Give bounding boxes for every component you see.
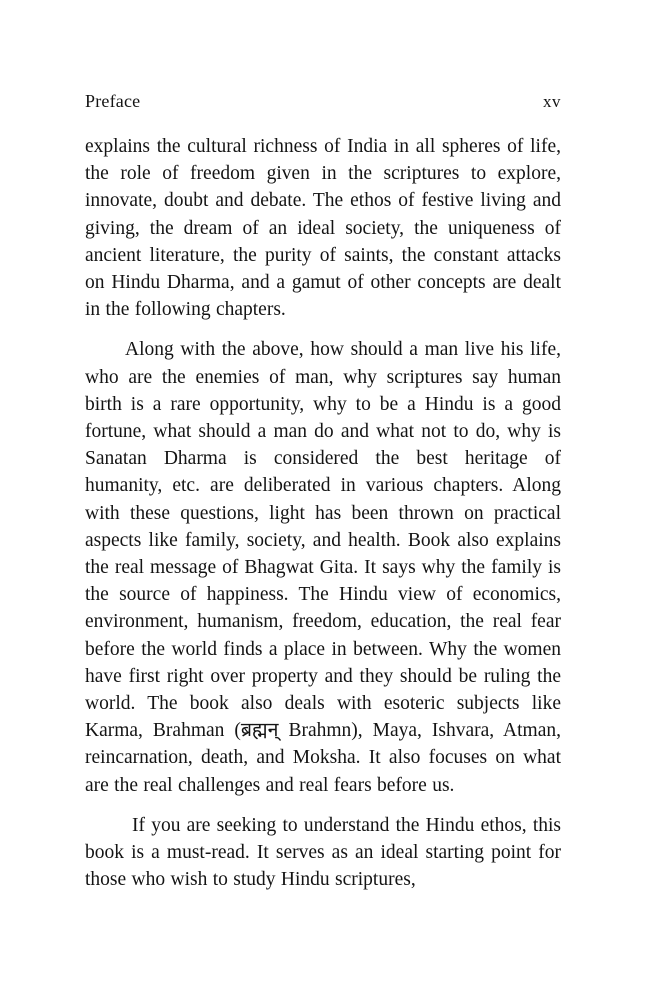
- running-head: [85, 90, 561, 113]
- paragraph: Along with the above, how should a man live his life, who are the enemies of man, why scriptures say human birth is a rare opportunity, why to be a Hindu is a good fortune, what should a man do and what not to do, why is Sanatan Dharma is considered the best heritage of humanity, etc. are deliberated in various chapters. Along with these questions, light has been thrown on practical aspects like family, society, and health. Book also explains the real message of Bhagwat Gita. It says why the family is the source of happiness. The Hindu view of economics, environment, humanism, freedom, education, the real fear before the world finds a place in between. Why the women have first right over property and they should be ruling the world. The book also deals with esoteric subjects like Karma, Brahman (ब्रह्मन् Brahmn), Maya, Ishvara, Atman, reincarnation, death, and Moksha. It also focuses on what are the real challenges and real fears before us.: [85, 339, 561, 796]
- page-title: Preface: [85, 91, 141, 111]
- paragraph: explains the cultural richness of India in all spheres of life, the role of freedom given in the scriptures to explore, innovate, doubt and debate. The ethos of festive living and giving, the dream of an ideal society, the uniqueness of ancient literature, the purity of saints, the constant attacks on Hindu Dharma, and a gamut of other concepts are dealt in the following chapters.: [85, 136, 561, 321]
- paragraph: If you are seeking to understand the Hindu ethos, this book is a must-read. It serves as an ideal starting point for those who wish to study Hindu scriptures,: [85, 814, 561, 891]
- body-text: [85, 133, 561, 893]
- page-number: xv: [543, 92, 561, 111]
